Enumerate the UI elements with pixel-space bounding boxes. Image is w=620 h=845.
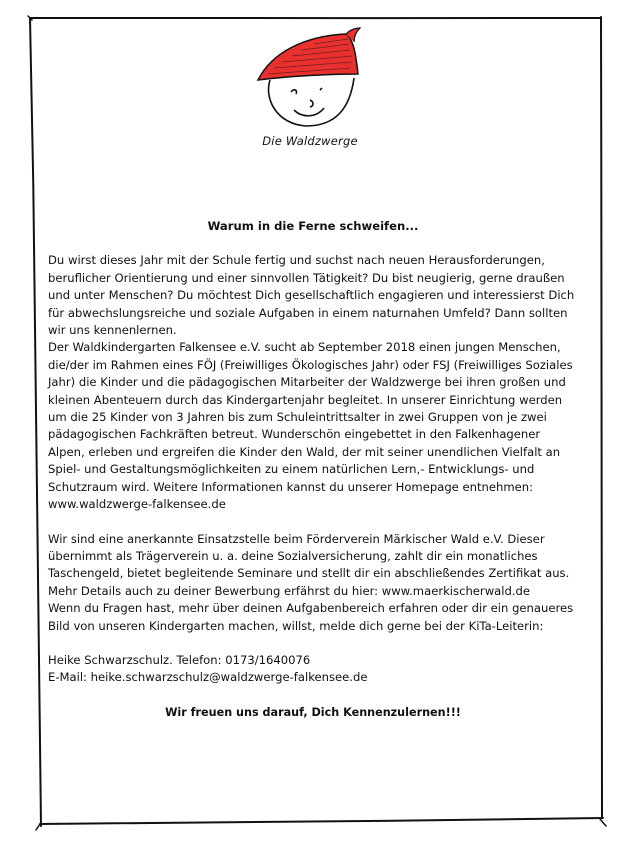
paragraph-about: Der Waldkindergarten Falkensee e.V. sucht ab September 2018 einen jungen Menschen, die/der im Rahmen eines FÖJ (Freiwilliges Ökologisches Jahr) oder FSJ (Freiwilliges Soziales Jahr) die Kinder und die pädagogischen Mitarbeiter der Waldzwerge bei ihren großen und kleinen Abenteuern durch das Kindergartenjahr begleitet. In unserer Einrichtung werden um die 25 Kinder von 3 Jahren bis zum Schuleintrittsalter in zwei Gruppen von je zwei pädagogischen Fachkräften betreut. Wunderschön eingebettet in den Falkenhagener Alpen, erleben und ergreifen die Kinder den Wald, der mit seiner unendlichen Vielfalt an Spiel- und Gestaltungsmöglichkeiten zu einem natürlichen Lern,- Entwicklungs- und Schutzraum wird. Weitere Informationen kannst du unserer Homepage entnehmen: [48,340,573,494]
paragraph-foerderverein: Wir sind eine anerkannte Einsatzstelle beim Förderverein Märkischer Wald e.V. Dieser übernimmt als Trägerverein u. a. deine Sozialversicherung, zahlt dir ein monatliches Taschengeld, bietet begleitende Seminare und stellt dir ein abschließendes Zertifikat aus. Mehr Details auch zu deiner Bewerbung erfährst du hier: www.maerkischerwald.de [48,531,570,598]
letter-body [48,218,578,721]
letter-heading: Warum in die Ferne schweifen... [207,219,419,233]
contact-email[interactable]: E-Mail: heike.schwarzschulz@waldzwerge-falkensee.de [48,670,368,685]
logo-wordmark: Die Waldzwerge [262,134,358,148]
gnome-face-icon [250,22,370,134]
paragraph-questions: Wenn du Fragen hast, mehr über deinen Aufgabenbereich erfahren oder dir ein genaueres Bild von unseren Kindergarten machen, willst, melde dich gerne bei der KiTa-Leiterin: [48,601,574,633]
homepage-link[interactable]: www.waldzwerge-falkensee.de [48,497,226,512]
paragraph-intro: Du wirst dieses Jahr mit der Schule fertig und suchst nach neuen Herausforderungen, beruflicher Orientierung und einer sinnvollen Tätigkeit? Du bist neugierig, gerne draußen und unter Menschen? Du möchtest Dich gesellschaftlich engagieren und interessierst Dich für abwechslungsreiche und soziale Aufgaben in einem naturnahen Umfeld? Dann sollten wir uns kennenlernen. [48,253,575,338]
waldzwerge-logo [250,22,370,157]
contact-name-phone: Heike Schwarzschulz. Telefon: 0173/1640076 [48,652,311,667]
closing-line: Wir freuen uns darauf, Dich Kennenzulernen!!! [165,705,461,719]
